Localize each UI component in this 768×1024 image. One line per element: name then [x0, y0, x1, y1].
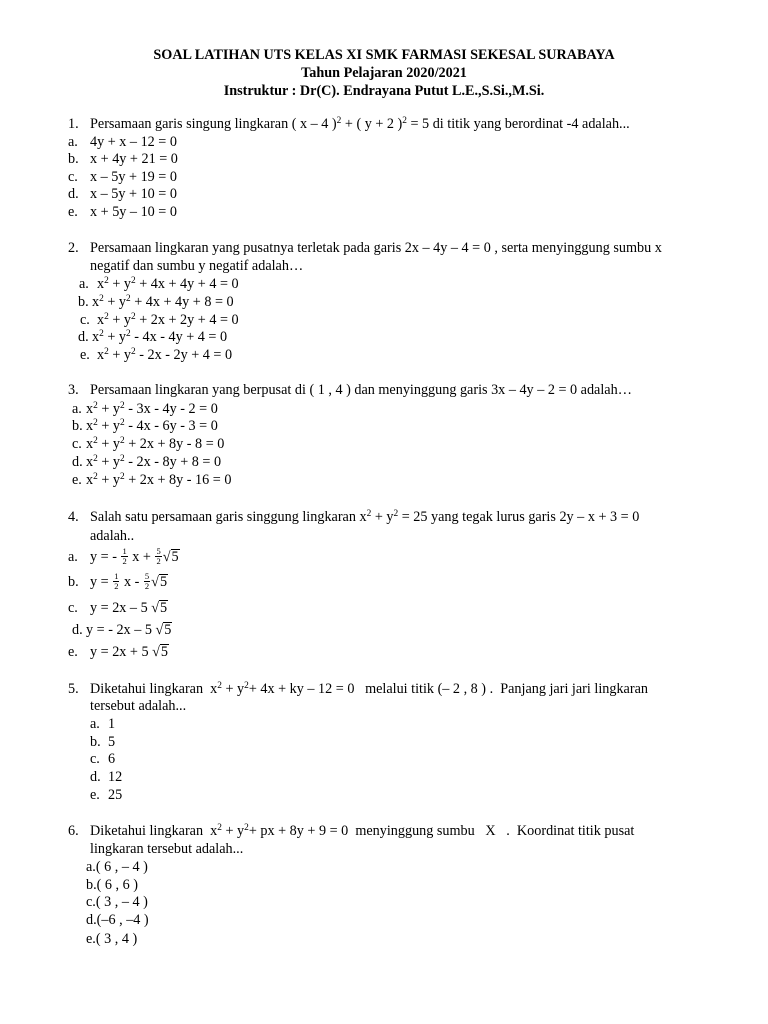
option-text — [90, 185, 177, 203]
text-run: x — [86, 401, 94, 417]
superscript-exponent: 2 — [93, 418, 98, 429]
option-label: a. — [86, 859, 96, 875]
option-text — [86, 435, 224, 453]
option-text — [92, 328, 227, 346]
option-text — [92, 293, 234, 311]
option-d — [72, 621, 172, 639]
text-run: ( 3 , 4 ) — [95, 931, 138, 947]
text-run: + 2x + 8y - 8 = 0 — [124, 436, 225, 452]
text-run: + y — [221, 681, 245, 697]
option-d — [68, 185, 177, 203]
radical-sign-icon — [163, 549, 171, 565]
fraction — [144, 572, 150, 591]
option-text — [96, 858, 148, 876]
option-label: d. — [90, 769, 101, 785]
option-c — [68, 599, 168, 617]
option-label: d. — [86, 912, 97, 928]
superscript-exponent: 2 — [366, 509, 372, 520]
question-text — [90, 257, 303, 275]
text-run: y = 2x – 5 — [90, 600, 152, 616]
radicand: 5 — [160, 600, 168, 616]
option-a — [68, 548, 180, 567]
option-b — [72, 417, 218, 435]
option-label: d. — [72, 622, 83, 638]
question-stem-line — [68, 822, 634, 840]
option-label: a. — [68, 134, 78, 150]
text-run: + 4x + ky – 12 = 0 melalui titik (– 2 , 8 ) . Panjang jari jari lingkaran — [248, 681, 648, 697]
text-run: 1 — [108, 716, 116, 732]
text-run: y = 2x + 5 — [90, 644, 153, 660]
question-text — [90, 697, 186, 715]
option-text — [86, 417, 218, 435]
text-run: + 2x + 2y + 4 = 0 — [135, 312, 239, 328]
text-run: x — [97, 312, 105, 328]
text-run: Persamaan garis singung lingkaran ( x – 4 ) — [90, 116, 337, 132]
option-a — [86, 858, 148, 876]
fraction-numerator: 5 — [156, 546, 161, 557]
question-number: 2. — [68, 240, 79, 256]
text-run: + ( y + 2 ) — [341, 116, 403, 132]
fraction — [121, 547, 127, 566]
superscript-exponent: 2 — [119, 401, 125, 412]
option-label: c. — [72, 436, 82, 452]
text-run: + px + 8y + 9 = 0 menyinggung sumbu X . Koordinat titik pusat — [248, 823, 635, 839]
question-number: 1. — [68, 116, 79, 132]
text-run: 4y + x – 12 = 0 — [90, 134, 177, 150]
option-text — [108, 750, 115, 768]
text-run: x — [86, 436, 94, 452]
radical-sign-icon — [155, 622, 163, 638]
fraction-numerator: 1 — [122, 546, 127, 557]
option-e — [68, 203, 177, 221]
text-run: Persamaan lingkaran yang berpusat di ( 1 , 4 ) dan menyinggung garis 3x – 4y – 2 = 0 adalah… — [90, 382, 632, 398]
text-run: x — [92, 329, 100, 345]
option-text — [108, 715, 115, 733]
question-stem-line — [90, 257, 303, 275]
text-run: x – 5y + 19 = 0 — [90, 169, 177, 185]
superscript-exponent: 2 — [104, 312, 109, 323]
superscript-exponent: 2 — [119, 454, 125, 465]
option-d — [86, 911, 149, 929]
text-run: Diketahui lingkaran x — [90, 823, 218, 839]
option-label: d. — [78, 329, 89, 345]
option-text — [108, 768, 122, 786]
fraction — [113, 572, 119, 591]
text-run: (–6 , –4 ) — [96, 912, 149, 928]
text-run: + y — [108, 312, 131, 328]
text-run: y = - 2x – 5 — [86, 622, 156, 638]
text-run: - 4x - 6y - 3 = 0 — [124, 418, 218, 434]
text-run: + 2x + 8y - 16 = 0 — [124, 472, 232, 488]
option-text — [86, 453, 221, 471]
superscript-exponent: 2 — [393, 509, 399, 520]
option-c — [72, 435, 224, 453]
superscript-exponent: 2 — [125, 329, 131, 340]
fraction — [155, 547, 161, 566]
text-run: x — [86, 418, 94, 434]
option-label: a. — [72, 401, 82, 417]
option-text — [97, 311, 239, 329]
option-b — [68, 150, 178, 168]
option-text — [97, 275, 239, 293]
option-text — [90, 573, 168, 592]
question-stem-line — [90, 697, 186, 715]
text-run: 25 — [108, 787, 123, 803]
option-c — [68, 168, 177, 186]
option-label: c. — [90, 751, 100, 767]
superscript-exponent: 2 — [93, 436, 98, 447]
option-text — [96, 893, 148, 911]
option-e — [80, 346, 232, 364]
superscript-exponent: 2 — [119, 472, 125, 483]
text-run: - 4x - 4y + 4 = 0 — [130, 329, 228, 345]
fraction-denominator: 2 — [156, 556, 161, 567]
option-text — [97, 876, 138, 894]
superscript-exponent: 2 — [99, 294, 104, 305]
superscript-exponent: 2 — [217, 681, 222, 692]
option-label: e. — [68, 204, 78, 220]
square-root — [155, 621, 172, 639]
text-run: + y — [371, 509, 394, 525]
academic-year: Tahun Pelajaran 2020/2021 — [301, 65, 467, 81]
superscript-exponent: 2 — [130, 347, 136, 358]
fraction-denominator: 2 — [144, 581, 150, 592]
text-run: = 5 di titik yang berordinat -4 adalah... — [406, 116, 630, 132]
text-run: lingkaran tersebut adalah... — [90, 841, 244, 857]
superscript-exponent: 2 — [125, 294, 131, 305]
option-label: b. — [68, 574, 79, 590]
text-run: + y — [97, 436, 120, 452]
question-stem-line — [68, 381, 632, 399]
question-stem-line — [68, 680, 648, 698]
question-text — [90, 381, 632, 399]
superscript-exponent: 2 — [402, 116, 407, 127]
option-d — [90, 768, 122, 786]
option-label: c. — [80, 312, 90, 328]
question-number: 4. — [68, 509, 79, 525]
option-text — [90, 599, 168, 617]
option-b — [90, 733, 115, 751]
superscript-exponent: 2 — [104, 276, 109, 287]
option-c — [86, 893, 148, 911]
text-run: ( 6 , – 4 ) — [95, 859, 148, 875]
fraction-numerator: 5 — [144, 571, 150, 582]
radicand: 5 — [171, 549, 179, 565]
option-text — [96, 930, 137, 948]
radical-sign-icon — [151, 574, 159, 590]
option-label: a. — [79, 276, 89, 292]
superscript-exponent: 2 — [119, 436, 125, 447]
question-stem-line — [68, 115, 630, 133]
superscript-exponent: 2 — [336, 116, 342, 127]
option-text — [108, 786, 122, 804]
superscript-exponent: 2 — [99, 329, 104, 340]
option-label: e. — [86, 931, 96, 947]
text-run: ( 6 , 6 ) — [96, 877, 139, 893]
text-run: ( 3 , – 4 ) — [95, 894, 148, 910]
square-root — [152, 643, 169, 661]
option-label: e. — [68, 644, 78, 660]
text-run: + y — [221, 823, 245, 839]
text-run: 5 — [108, 734, 116, 750]
text-run: 12 — [108, 769, 123, 785]
option-text — [97, 346, 232, 364]
exam-title: SOAL LATIHAN UTS KELAS XI SMK FARMASI SEKESAL SURABAYA — [153, 47, 615, 63]
option-b — [86, 876, 138, 894]
option-text — [90, 133, 177, 151]
option-label: c. — [68, 169, 78, 185]
option-b — [68, 573, 168, 592]
text-run: + y — [97, 472, 120, 488]
option-d — [72, 453, 221, 471]
text-run: + y — [97, 418, 120, 434]
text-run: y = — [90, 574, 113, 590]
option-label: d. — [68, 186, 79, 202]
option-a — [79, 275, 239, 293]
option-text — [108, 733, 115, 751]
text-run: x – 5y + 10 = 0 — [90, 186, 177, 202]
question-text — [90, 115, 630, 133]
superscript-exponent: 2 — [244, 681, 249, 692]
text-run: + 4x + 4y + 4 = 0 — [135, 276, 239, 292]
text-run: Persamaan lingkaran yang pusatnya terletak pada garis 2x – 4y – 4 = 0 , serta menyinggung sumbu x — [90, 240, 662, 256]
text-run: x - — [120, 574, 143, 590]
option-text — [90, 203, 177, 221]
radical-sign-icon — [151, 600, 159, 616]
question-stem-line — [68, 239, 662, 257]
superscript-exponent: 2 — [104, 347, 109, 358]
text-run: x — [97, 276, 105, 292]
question-stem-line — [68, 508, 639, 526]
question-number: 5. — [68, 681, 79, 697]
radicand: 5 — [164, 622, 172, 638]
text-run: x — [92, 294, 100, 310]
question-text — [90, 822, 634, 840]
option-label: b. — [68, 151, 79, 167]
option-label: b. — [90, 734, 101, 750]
superscript-exponent: 2 — [93, 472, 98, 483]
text-run: + y — [103, 294, 126, 310]
text-run: adalah.. — [90, 528, 135, 544]
question-text — [90, 527, 134, 545]
superscript-exponent: 2 — [119, 418, 125, 429]
question-number: 6. — [68, 823, 79, 839]
option-a — [68, 133, 177, 151]
text-run: + y — [103, 329, 126, 345]
text-run: + y — [108, 347, 131, 363]
option-label: a. — [90, 716, 100, 732]
text-run: Diketahui lingkaran x — [90, 681, 218, 697]
text-run: x + 4y + 21 = 0 — [90, 151, 178, 167]
text-run: tersebut adalah... — [90, 698, 187, 714]
option-e — [86, 930, 137, 948]
option-c — [90, 750, 115, 768]
text-run: x — [86, 472, 94, 488]
option-a — [72, 400, 218, 418]
option-label: c. — [68, 600, 78, 616]
option-label: b. — [86, 877, 97, 893]
fraction-denominator: 2 — [114, 581, 119, 592]
text-run: 6 — [108, 751, 116, 767]
superscript-exponent: 2 — [130, 312, 136, 323]
question-stem-line — [90, 840, 243, 858]
option-text — [86, 621, 172, 639]
text-run: + y — [108, 276, 131, 292]
fraction-numerator: 1 — [114, 571, 119, 582]
option-b — [78, 293, 234, 311]
superscript-exponent: 2 — [217, 823, 222, 834]
superscript-exponent: 2 — [93, 454, 98, 465]
radicand: 5 — [160, 644, 169, 660]
text-run: - 2x - 8y + 8 = 0 — [124, 454, 222, 470]
square-root — [151, 573, 168, 591]
text-run: - 2x - 2y + 4 = 0 — [135, 347, 233, 363]
question-number: 3. — [68, 382, 79, 398]
text-run: y = - — [90, 549, 121, 565]
text-run: x + 5y – 10 = 0 — [90, 204, 177, 220]
option-text — [90, 548, 180, 567]
instructor-line: Instruktur : Dr(C). Endrayana Putut L.E.,S.Si.,M.Si. — [223, 83, 545, 99]
question-text — [90, 840, 243, 858]
option-label: a. — [68, 549, 78, 565]
text-run: + 4x + 4y + 8 = 0 — [130, 294, 234, 310]
option-text — [86, 471, 231, 489]
option-label: e. — [80, 347, 90, 363]
question-text — [90, 239, 662, 257]
option-e — [72, 471, 231, 489]
text-run: + y — [97, 401, 120, 417]
option-c — [80, 311, 239, 329]
text-run: x — [86, 454, 94, 470]
text-run: Salah satu persamaan garis singgung lingkaran x — [90, 509, 367, 525]
square-root — [163, 548, 180, 566]
square-root — [151, 599, 168, 617]
superscript-exponent: 2 — [244, 823, 249, 834]
radical-sign-icon — [152, 644, 160, 660]
option-text — [90, 168, 177, 186]
option-a — [90, 715, 115, 733]
text-run: x — [97, 347, 105, 363]
option-text — [86, 400, 218, 418]
text-run: + y — [97, 454, 120, 470]
option-label: c. — [86, 894, 96, 910]
option-d — [78, 328, 227, 346]
option-text — [90, 643, 169, 661]
text-run: = 25 yang tegak lurus garis 2y – x + 3 = 0 — [398, 509, 640, 525]
question-stem-line — [90, 527, 134, 545]
superscript-exponent: 2 — [93, 401, 98, 412]
fraction-denominator: 2 — [122, 556, 127, 567]
text-run: negatif dan sumbu y negatif adalah… — [90, 258, 304, 274]
option-label: e. — [90, 787, 100, 803]
option-text — [90, 150, 178, 168]
question-text — [90, 680, 648, 698]
option-label: d. — [72, 454, 83, 470]
option-label: e. — [72, 472, 82, 488]
option-label: b. — [78, 294, 89, 310]
superscript-exponent: 2 — [130, 276, 136, 287]
option-text — [97, 911, 149, 929]
text-run: x + — [128, 549, 155, 565]
option-label: b. — [72, 418, 83, 434]
text-run: - 3x - 4y - 2 = 0 — [124, 401, 218, 417]
question-text — [90, 508, 639, 526]
option-e — [68, 643, 169, 661]
option-e — [90, 786, 122, 804]
radicand: 5 — [159, 574, 168, 590]
